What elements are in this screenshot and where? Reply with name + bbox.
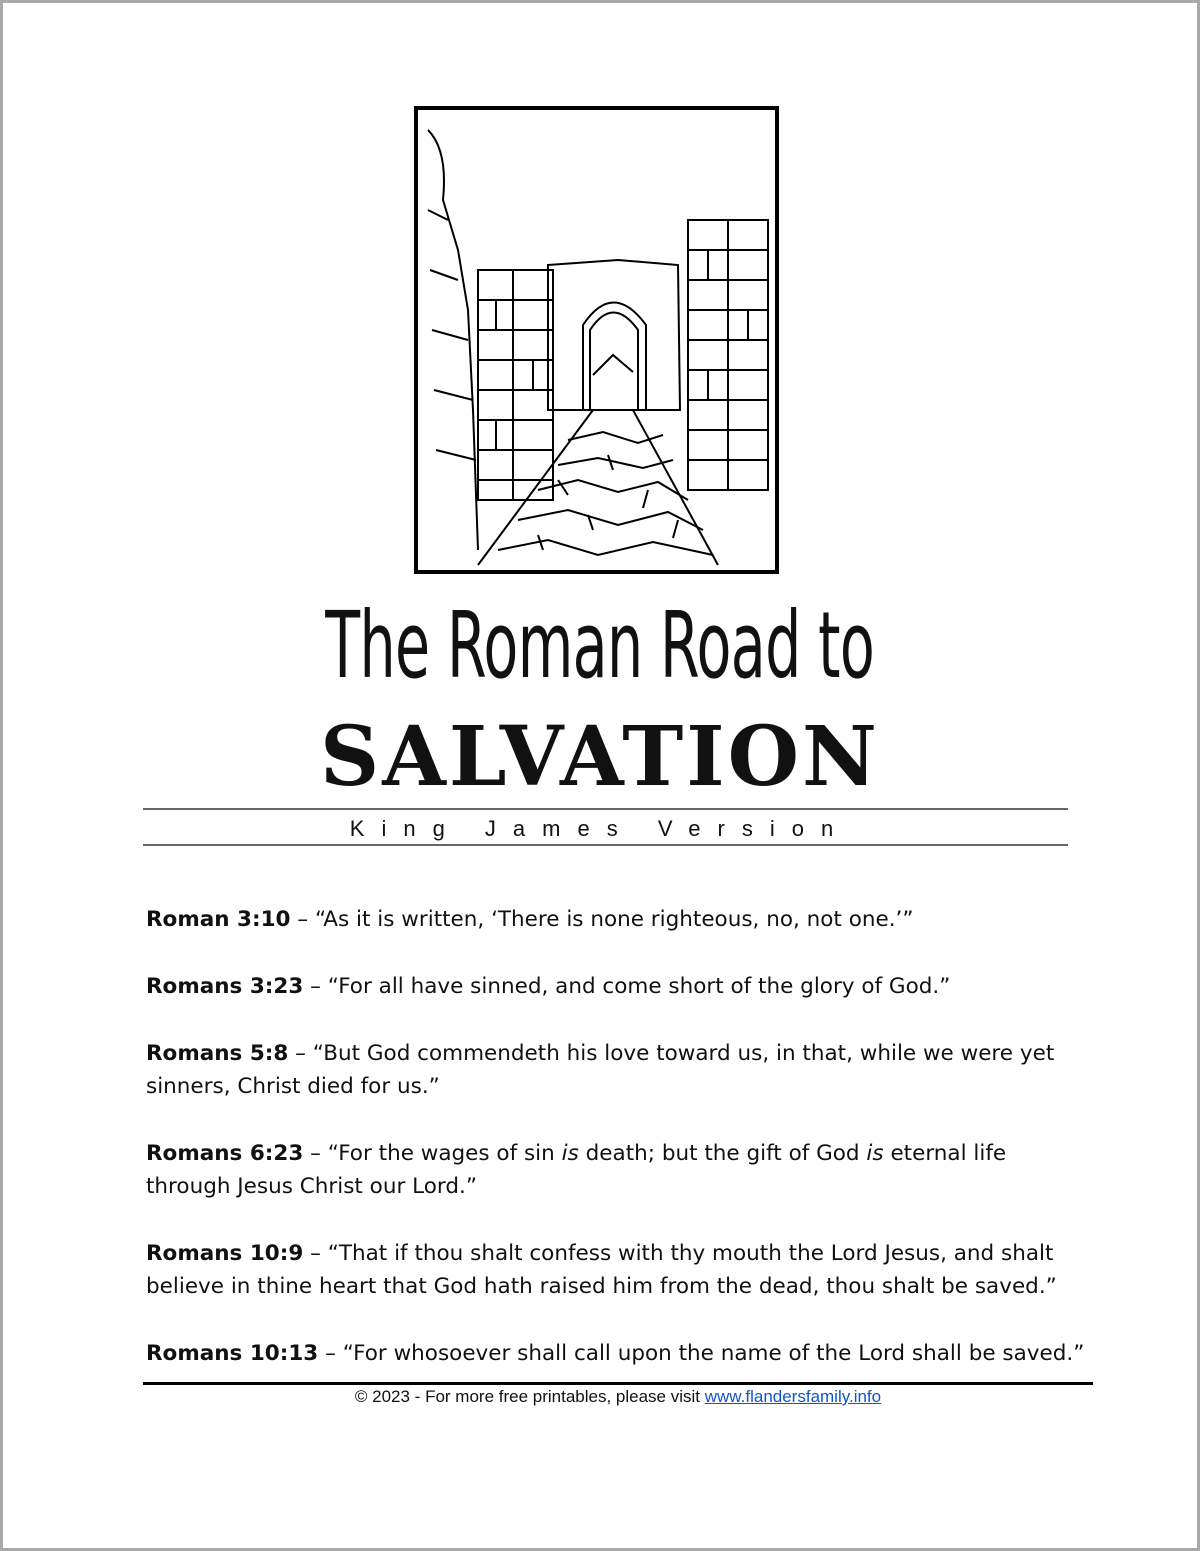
verse-item xyxy=(146,1137,1086,1203)
verse-separator: – xyxy=(303,1141,328,1166)
verse-list xyxy=(146,903,1086,1404)
verse-item xyxy=(146,1337,1086,1370)
verse-text-italic: is xyxy=(866,1141,884,1166)
verse-text: “For all have sinned, and come short of the glory of God.” xyxy=(327,974,951,999)
verse-separator: – xyxy=(290,907,315,932)
verse-text: “As it is written, ‘There is none righteous, no, not one.’” xyxy=(314,907,914,932)
verse-reference: Roman 3:10 xyxy=(146,907,291,932)
verse-reference: Romans 6:23 xyxy=(146,1141,304,1166)
footer-text: © 2023 - For more free printables, please visit xyxy=(354,1387,705,1406)
verse-reference: Romans 5:8 xyxy=(146,1041,289,1066)
verse-reference: Romans 10:9 xyxy=(146,1241,304,1266)
verse-text: death; but the gift of God xyxy=(578,1141,867,1166)
verse-text: eternal life through Jesus Christ our Lord.” xyxy=(146,1141,1007,1199)
footer-rule xyxy=(143,1382,1093,1385)
verse-reference: Romans 10:13 xyxy=(146,1341,319,1366)
verse-reference: Romans 3:23 xyxy=(146,974,304,999)
verse-item xyxy=(146,903,1086,936)
verse-text: “For the wages of sin xyxy=(327,1141,562,1166)
verse-separator: – xyxy=(318,1341,343,1366)
roman-arch-road-image xyxy=(418,110,775,570)
verse-text-italic: is xyxy=(561,1141,579,1166)
footer-link[interactable]: www.flandersfamily.info xyxy=(704,1387,882,1406)
title-line-1-text: The Roman Road to xyxy=(325,592,875,699)
verse-separator: – xyxy=(303,1241,328,1266)
verse-text: “That if thou shalt confess with thy mouth the Lord Jesus, and shalt believe in thine heart that God hath raised him from the dead, thou shalt be saved.” xyxy=(146,1241,1057,1299)
verse-separator: – xyxy=(288,1041,313,1066)
subtitle: King James Version xyxy=(349,816,851,841)
verse-text: “But God commendeth his love toward us, in that, while we were yet sinners, Christ died for us.” xyxy=(146,1041,1055,1099)
verse-text: “For whosoever shall call upon the name of the Lord shall be saved.” xyxy=(342,1341,1085,1366)
verse-item xyxy=(146,970,1086,1003)
title-line-1 xyxy=(0,592,1200,699)
verse-item xyxy=(146,1237,1086,1303)
subtitle-top-rule xyxy=(143,808,1068,810)
footer xyxy=(0,1386,1200,1408)
verse-separator: – xyxy=(303,974,328,999)
title-line-2: SALVATION xyxy=(320,709,880,805)
verse-item xyxy=(146,1037,1086,1103)
roman-road-illustration xyxy=(414,106,779,574)
subtitle-bottom-rule xyxy=(143,844,1068,846)
